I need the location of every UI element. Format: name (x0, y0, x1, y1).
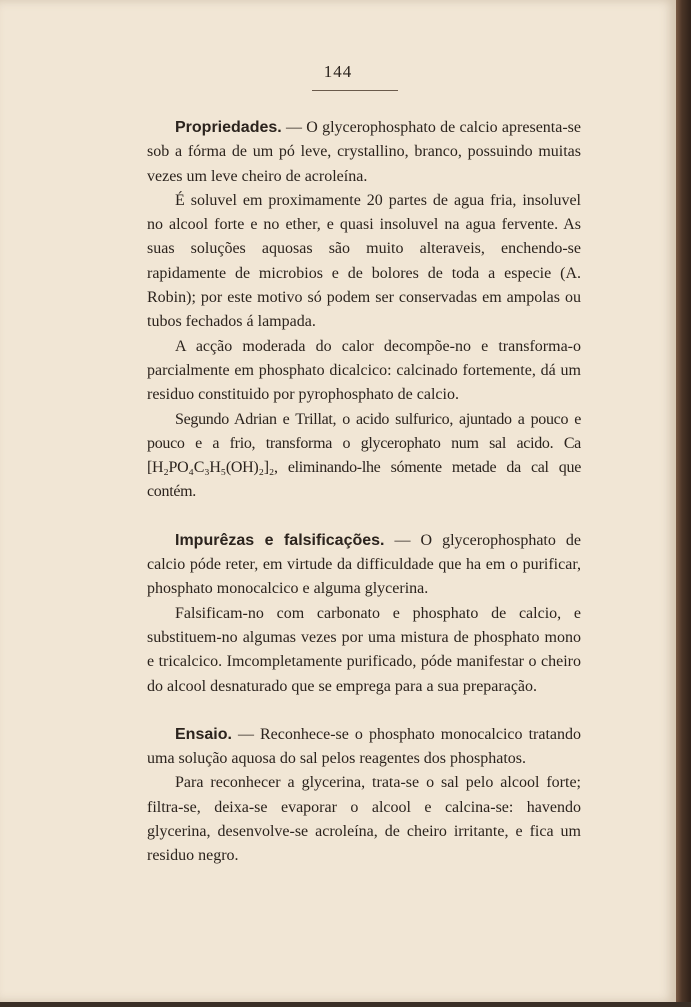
paragraph (147, 723, 581, 772)
page-number: 144 (323, 62, 353, 81)
section-heading: Propriedades. (175, 119, 282, 136)
paragraph: Segundo Adrian e Trillat, o acido sulfurico, ajuntado a pouco e pouco e a frio, transforma o glycerophato num sal acido. Ca [H₂PO₄C₃H₅(OH)₂]₂, eliminando-lhe sómente metade da cal que contém. (147, 410, 581, 501)
book-spine-edge (676, 0, 691, 1007)
paragraph (147, 116, 581, 189)
paragraph: Para reconhecer a glycerina, trata-se o sal pelo alcool forte; filtra-se, deixa-se evaporar o alcool e calcina-se: havendo glycerina, desenvolve-se acroleína, de cheiro irritante, e fica um residuo negro. (147, 774, 581, 865)
body-text (147, 116, 581, 869)
section-heading: Impurêzas e falsificações. (175, 531, 385, 549)
paragraph: A acção moderada do calor decompõe-no e transforma-o parcialmente em phosphato dicalcico: calcinado fortemente, dá um residuo constituido por pyrophosphato de calcio. (147, 337, 581, 404)
paragraph (147, 529, 581, 602)
header-rule (312, 90, 398, 91)
paragraph-text: — O glycerophosphato de calcio póde reter, em virtude da difficuldade que ha em o purificar, phosphato monocalcico e alguma glycerina. (147, 531, 581, 598)
page-bottom-edge (0, 1002, 691, 1007)
paragraph-text: — O glycerophosphato de calcio apresenta-se sob a fórma de um pó leve, crystallino, branco, possuindo muitas vezes um leve cheiro de acroleína. (147, 119, 581, 185)
paragraph-text: — Reconhece-se o phosphato monocalcico tratando uma solução aquosa do sal pelos reagentes dos phosphatos. (147, 725, 581, 768)
paragraph: É soluvel em proximamente 20 partes de agua fria, insoluvel no alcool forte e no ether, e quasi insoluvel na agua fervente. As suas soluções aquosas são muito alteraveis, enchendo-se rapidamente de microbios e de bolores de toda a especie (A. Robin); por este motivo só podem ser conservadas em ampolas ou tubos fechados á lampada. (147, 191, 581, 331)
paragraph: Falsificam-no com carbonato e phosphato de calcio, e substituem-no algumas vezes por uma mistura de phosphato mono e tricalcico. Imcompletamente purificado, póde manifestar o cheiro do alcool desnaturado que se emprega para a sua preparação. (147, 604, 581, 695)
section-heading: Ensaio. (175, 725, 232, 743)
